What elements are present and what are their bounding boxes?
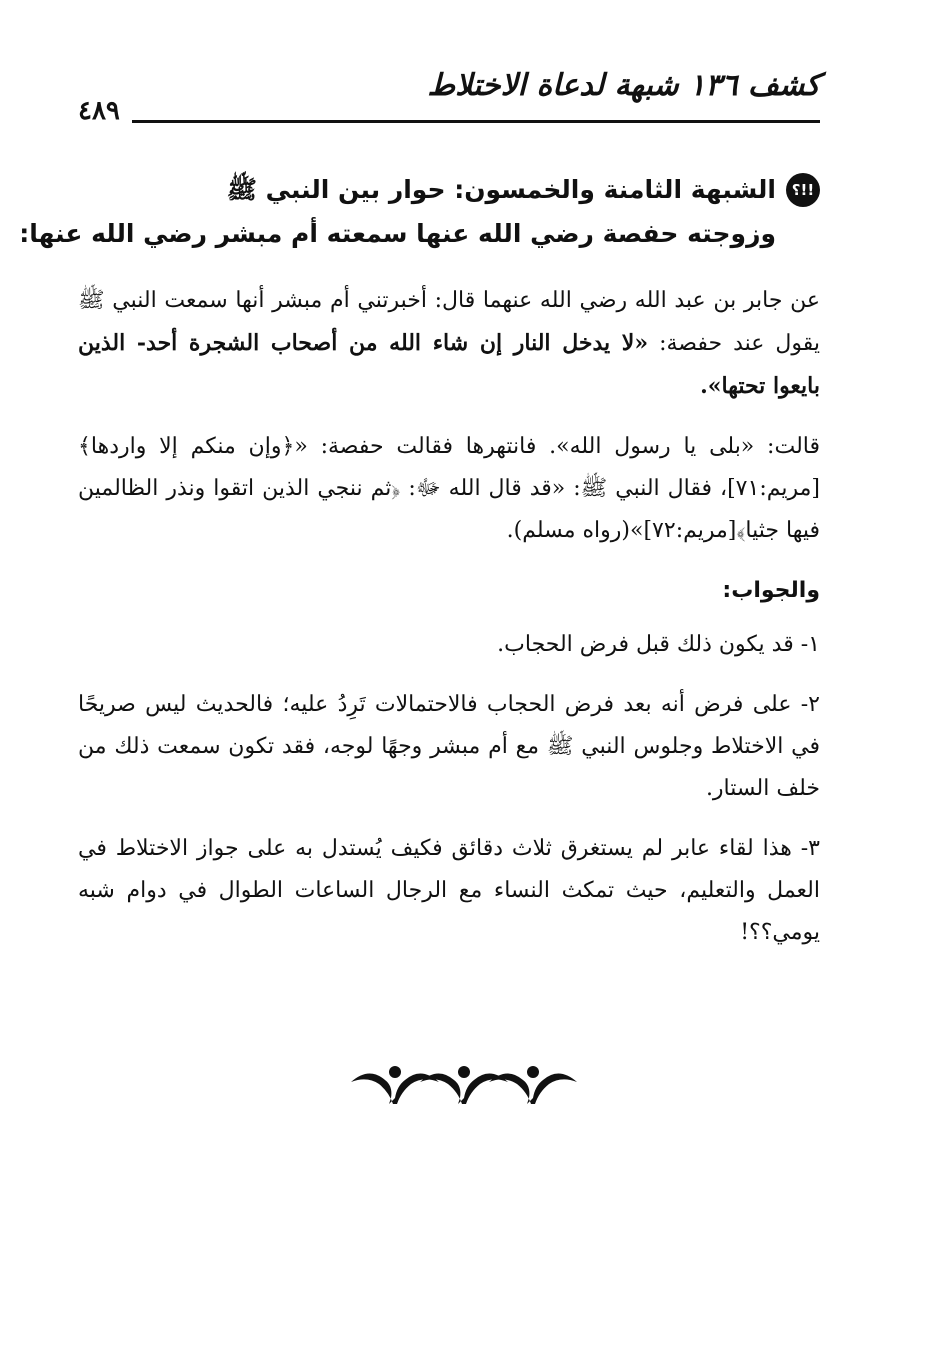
page-number: ٤٨٩: [78, 96, 120, 126]
answer-title: والجواب:: [722, 578, 820, 603]
page-content: [19, 168, 821, 972]
hadith-quote: «لا يدخل النار إن شاء الله من أصحاب الشجرة أحد- الذين بايعوا تحتها».: [78, 330, 820, 399]
answer-point-2: ٢- على فرض أنه بعد فرض الحجاب فالاحتمالات تَرِدُ عليه؛ فالحديث ليس صريحًا في الاختلاط وجلوس النبي ﷺ مع أم مبشر وجهًا لوجه، فقد تكون سمعت ذلك من خلف الستار.: [78, 692, 820, 801]
answer-point-1: ١- قد يكون ذلك قبل فرض الحجاب.: [497, 632, 820, 657]
section-heading: [19, 168, 820, 256]
exclamation-badge-icon: !!؟: [786, 173, 820, 207]
heading-line-2: وزوجته حفصة رضي الله عنها سمعته أم مبشر رضي الله عنها:: [19, 219, 776, 248]
running-title: كشف ١٣٦ شبهة لدعاة الاختلاط: [427, 68, 820, 103]
hadith-dialogue: قالت: «بلى يا رسول الله». فانتهرها فقالت حفصة: «﴿وإن منكم إلا واردها﴾[مريم:٧١]، فقال النبي ﷺ: «قد قال الله ﷻ: ﴿ثم ننجي الذين اتقوا ونذر الظالمين فيها جثيا﴾[مريم:٧٢]»(رواه مسلم).: [78, 434, 820, 543]
heading-line-1: الشبهة الثامنة والخمسون: حوار بين النبي ﷺ: [226, 175, 776, 204]
hadith-paragraph: [78, 280, 820, 408]
header-rule: [132, 120, 820, 123]
heading-text: [19, 168, 776, 256]
hadith-narration: عن جابر بن عبد الله رضي الله عنهما قال: أخبرتني أم مبشر أنها سمعت النبي ﷺ يقول عند حفصة:: [78, 288, 821, 356]
answer-point-3: ٣- هذا لقاء عابر لم يستغرق ثلاث دقائق فكيف يُستدل به على جواز الاختلاط في العمل والتعليم، حيث تمكث النساء مع الرجال الساعات الطوال في دوام شبه يومي؟؟!: [78, 836, 820, 945]
floral-ornament-icon: [0, 1058, 927, 1112]
page-header: [78, 62, 820, 132]
